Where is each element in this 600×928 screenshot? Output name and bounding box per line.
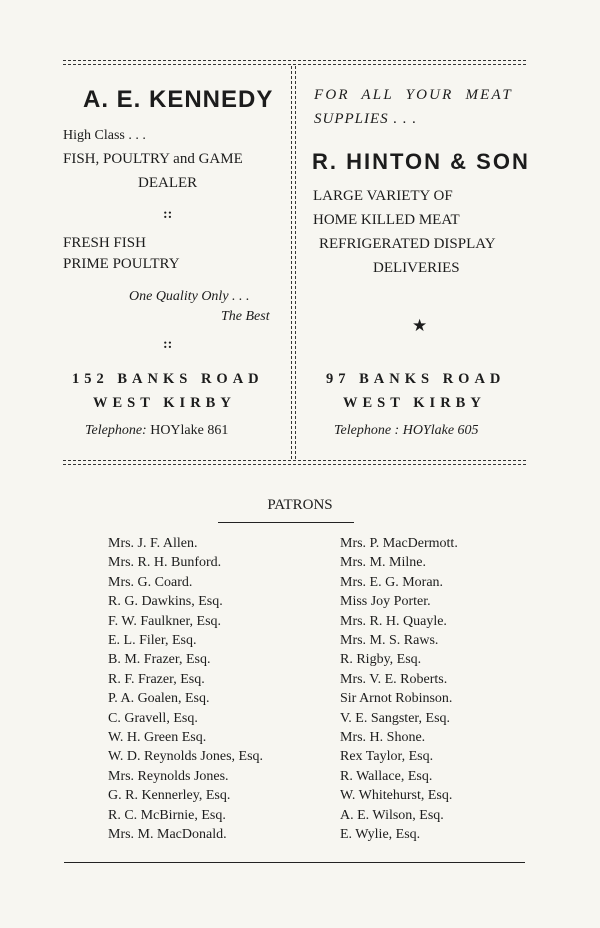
- hinton-line-home-killed: HOME KILLED MEAT: [313, 212, 460, 228]
- kennedy-address-town: WEST KIRBY: [93, 395, 236, 411]
- patron-name: Mrs. M. Milne.: [340, 555, 426, 571]
- patron-name: W. H. Green Esq.: [108, 730, 207, 746]
- kennedy-address-street: 152 BANKS ROAD: [72, 371, 264, 387]
- patron-name: Mrs. J. F. Allen.: [108, 536, 198, 551]
- hinton-line-deliveries: DELIVERIES: [373, 260, 460, 276]
- patron-name: R. C. McBirnie, Esq.: [108, 807, 226, 823]
- patron-name: R. F. Frazer, Esq.: [108, 671, 205, 687]
- kennedy-separator-2: ::: [163, 337, 173, 352]
- patron-name: P. A. Goalen, Esq.: [108, 691, 210, 707]
- patron-name: V. E. Sangster, Esq.: [340, 710, 451, 726]
- kennedy-slogan-2: The Best: [221, 309, 270, 324]
- patron-name: C. Gravell, Esq.: [108, 710, 198, 726]
- advert-divider: [291, 66, 296, 459]
- kennedy-telephone-number: HOYlake 861: [150, 423, 229, 438]
- hinton-line-large-variety: LARGE VARIETY OF: [313, 188, 453, 204]
- patron-name: Mrs. H. Shone.: [340, 730, 426, 746]
- hinton-telephone-number: HOYlake 605: [402, 423, 479, 438]
- hinton-address-street: 97 BANKS ROAD: [326, 371, 506, 387]
- patron-name: F. W. Faulkner, Esq.: [108, 613, 222, 629]
- patron-name: Sir Arnot Robinson.: [340, 691, 453, 707]
- patron-name: W. Whitehurst, Esq.: [340, 788, 453, 804]
- advert-bottom-border: [63, 460, 526, 465]
- hinton-advert: [298, 66, 530, 459]
- hinton-telephone-label: Telephone :: [334, 423, 400, 438]
- patron-name: Mrs. G. Coard.: [108, 574, 193, 590]
- hinton-name: R. HINTON & SON: [312, 149, 530, 174]
- patron-name: R. Wallace, Esq.: [340, 768, 433, 784]
- patron-name: W. D. Reynolds Jones, Esq.: [108, 749, 264, 765]
- hinton-address-town: WEST KIRBY: [343, 395, 486, 411]
- patron-name: Mrs. Reynolds Jones.: [108, 768, 229, 784]
- kennedy-line-high-class: High Class . . .: [63, 128, 146, 143]
- star-icon: ★: [412, 316, 428, 335]
- patron-name: R. G. Dawkins, Esq.: [108, 594, 223, 610]
- patron-name: Mrs. E. G. Moran.: [340, 574, 444, 590]
- patron-name: E. L. Filer, Esq.: [108, 633, 197, 649]
- patron-name: Mrs. M. MacDonald.: [108, 827, 227, 843]
- kennedy-slogan-1: One Quality Only . . .: [129, 289, 250, 304]
- patron-name: A. E. Wilson, Esq.: [340, 807, 444, 823]
- patron-name: R. Rigby, Esq.: [340, 652, 422, 668]
- patron-name: Miss Joy Porter.: [340, 594, 431, 610]
- kennedy-line-fish-poultry-game: FISH, POULTRY and GAME: [63, 151, 243, 167]
- kennedy-telephone: [85, 423, 228, 439]
- advert-top-border: [63, 60, 526, 65]
- patron-name: B. M. Frazer, Esq.: [108, 652, 211, 668]
- hinton-telephone: [334, 423, 479, 439]
- kennedy-separator-1: ::: [163, 207, 173, 222]
- patron-name: Mrs. R. H. Quayle.: [340, 613, 447, 629]
- bottom-rule: [64, 862, 525, 863]
- patron-name: Mrs. V. E. Roberts.: [340, 671, 448, 687]
- kennedy-line-prime-poultry: PRIME POULTRY: [63, 256, 180, 272]
- kennedy-advert: [63, 66, 289, 459]
- patron-name: Mrs. P. MacDermott.: [340, 536, 458, 551]
- patron-name: Rex Taylor, Esq.: [340, 749, 434, 765]
- kennedy-line-dealer: DEALER: [138, 175, 198, 191]
- hinton-tagline-1: FOR ALL YOUR MEAT: [314, 87, 513, 103]
- patrons-heading-underline: [218, 522, 354, 523]
- patron-name: E. Wylie, Esq.: [340, 827, 421, 843]
- hinton-tagline-2: SUPPLIES . . .: [314, 111, 418, 127]
- patron-name: Mrs. R. H. Bunford.: [108, 555, 222, 571]
- patron-name: G. R. Kennerley, Esq.: [108, 788, 231, 804]
- kennedy-name: A. E. KENNEDY: [83, 86, 274, 113]
- patrons-list-right: [340, 534, 458, 845]
- patron-name: Mrs. M. S. Raws.: [340, 633, 439, 649]
- kennedy-line-fresh-fish: FRESH FISH: [63, 235, 146, 251]
- patrons-heading: PATRONS: [267, 497, 333, 513]
- hinton-line-refrigerated: REFRIGERATED DISPLAY: [319, 236, 496, 252]
- patrons-list-left: [108, 534, 263, 845]
- kennedy-telephone-label: Telephone:: [85, 423, 147, 438]
